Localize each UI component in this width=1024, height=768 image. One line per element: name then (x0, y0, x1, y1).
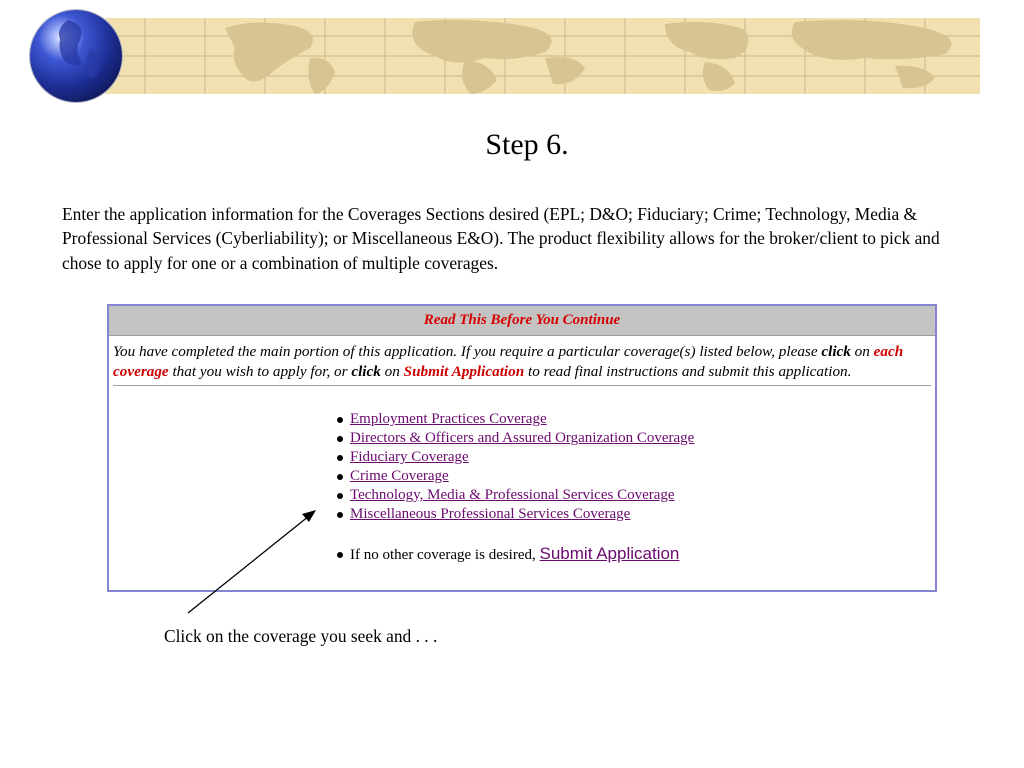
instruction-text: on (380, 362, 404, 380)
crime-link[interactable]: Crime Coverage (350, 468, 449, 484)
instruction-text: to read final instructions and submit this application. (524, 362, 852, 380)
miscellaneous-professional-link[interactable]: Miscellaneous Professional Services Coverage (350, 506, 631, 522)
page-title: Step 6. (485, 128, 569, 161)
submit-prefix: If no other coverage is desired, (350, 547, 540, 563)
submit-application-link[interactable]: Submit Application (539, 544, 680, 563)
instruction-click-word: click (351, 362, 381, 380)
instruction-text: You have completed the main portion of this application. If you require a particular coverage(s) listed below, please (113, 343, 822, 360)
employment-practices-link[interactable]: Employment Practices Coverage (350, 411, 547, 427)
technology-media-link[interactable]: Technology, Media & Professional Services Coverage (350, 487, 675, 503)
intro-paragraph: Enter the application information for the Coverages Sections desired (EPL; D&O; Fiduciary; Crime; Technology, Media & Professional Services (Cyberliability); or Miscellaneous E&O). The product flexibility allows for the broker/client to pick and chose to apply for one or a combination of multiple coverages. (62, 204, 940, 273)
panel-heading: Read This Before You Continue (109, 306, 935, 336)
instruction-text: that you wish to apply for, or (168, 362, 352, 380)
instruction-click-word: click (821, 343, 851, 360)
instruction-each-coverage: each coverage (113, 343, 904, 380)
directors-officers-link[interactable]: Directors & Officers and Assured Organization Coverage (350, 430, 695, 446)
caption-text: Click on the coverage you seek and . . . (164, 626, 438, 646)
instruction-submit-application: Submit Application (403, 362, 525, 380)
instruction-text: on (850, 343, 874, 360)
fiduciary-link[interactable]: Fiduciary Coverage (350, 449, 469, 465)
